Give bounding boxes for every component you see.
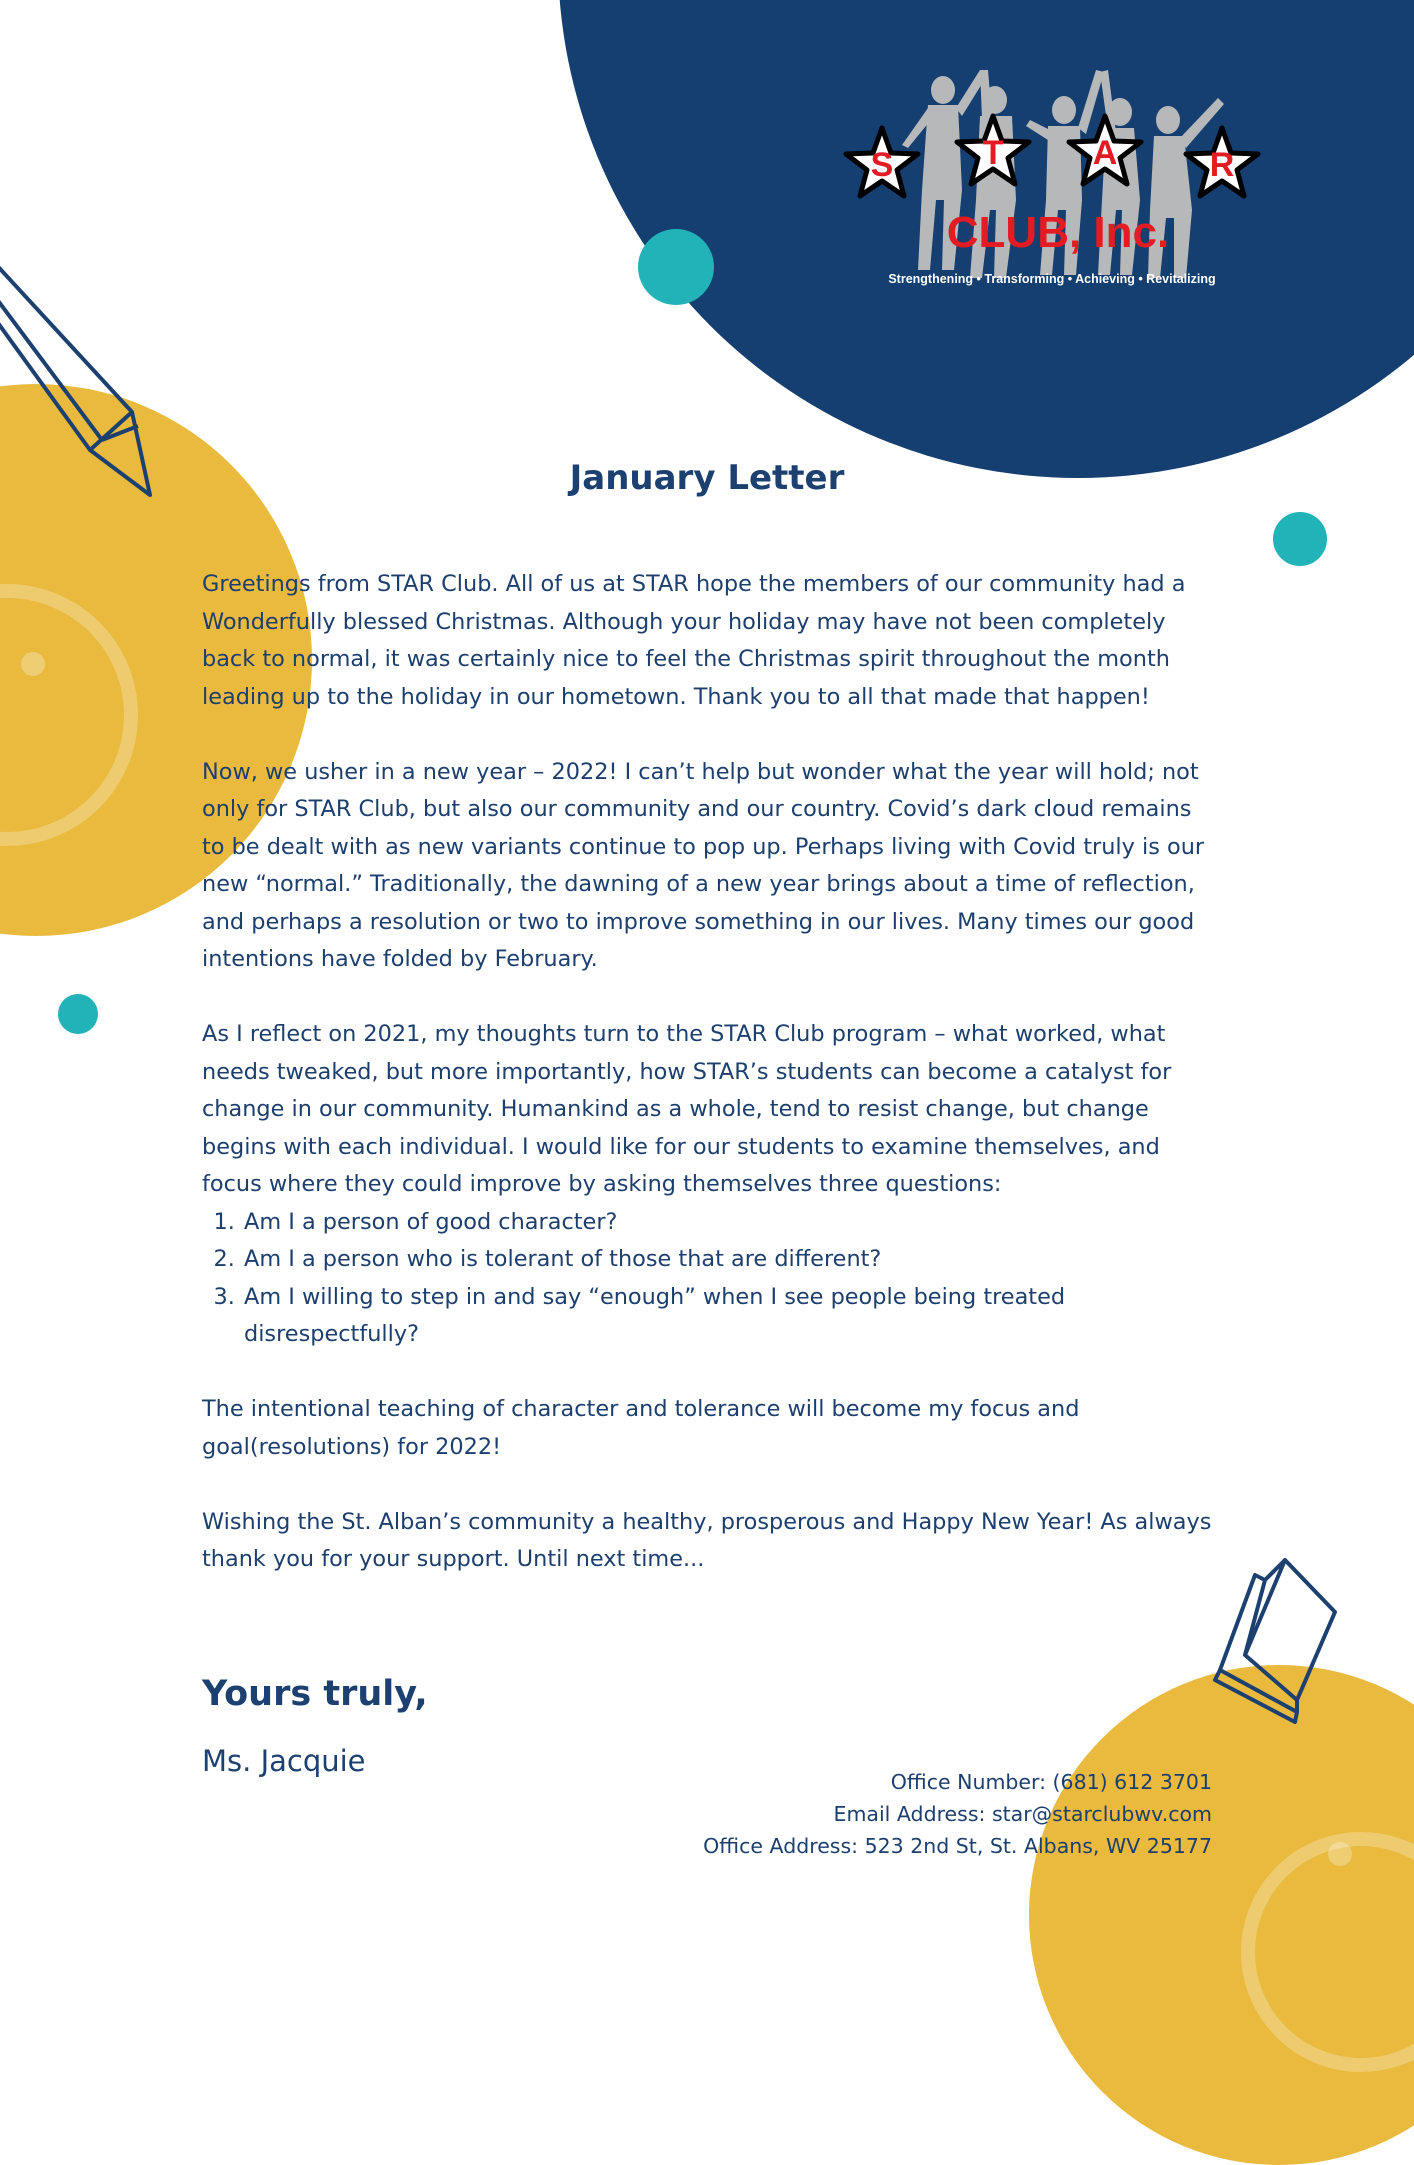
logo-letter: T (982, 134, 1004, 172)
smiley-eye-decoration (1328, 1842, 1352, 1866)
page-title: January Letter (569, 458, 845, 498)
smiley-eye-decoration (21, 652, 45, 676)
teal-dot-decoration (58, 994, 98, 1034)
logo-letter: A (1092, 134, 1118, 172)
list-item: 2. Am I a person who is tolerant of those that are different? (242, 1241, 1212, 1279)
contact-info (560, 1766, 1212, 1862)
paragraph: Wishing the St. Alban’s community a healthy, prosperous and Happy New Year! As always thank you for your support. Until next time... (202, 1508, 1212, 1572)
logo-name: CLUB, Inc. (946, 208, 1170, 257)
paragraph: The intentional teaching of character and tolerance will become my focus and goal(resolutions) for 2022! (202, 1396, 1080, 1460)
teal-dot-decoration (1273, 512, 1327, 566)
logo-tagline: Strengthening • Transforming • Achieving • Revitalizing (888, 272, 1216, 286)
logo-letter: S (870, 146, 894, 184)
signature: Ms. Jacquie (202, 1744, 366, 1778)
logo-letter: R (1209, 146, 1235, 184)
book-icon (1205, 1550, 1365, 1730)
paragraph: Greetings from STAR Club. All of us at STAR hope the members of our community had a Wonderfully blessed Christmas. Although your holiday may have not been completely back to normal, it was certainly nice to feel the Christmas spirit throughout the month leading up to the holiday in our hometown. Thank you to all that made that happen! (202, 571, 1186, 710)
questions-list (202, 1204, 1212, 1354)
star-club-logo (830, 50, 1290, 320)
paragraph: As I reflect on 2021, my thoughts turn to the STAR Club program – what worked, what needs tweaked, but more importantly, how STAR’s students can become a catalyst for change in our community. Humankind as a whole, tend to resist change, but change begins with each individual. I would like for our students to examine themselves, and focus where they could improve by asking themselves three questions: (202, 1021, 1172, 1197)
sign-off: Yours truly, (202, 1674, 428, 1714)
contact-address: Office Address: 523 2nd St, St. Albans, WV 25177 (703, 1834, 1212, 1858)
paragraph: Now, we usher in a new year – 2022! I can’t help but wonder what the year will hold; not only for STAR Club, but also our community and our country. Covid’s dark cloud remains to be dealt with as new variants continue to pop up. Perhaps living with Covid truly is our new “normal.” Traditionally, the dawning of a new year brings about a time of reflection, and perhaps a resolution or two to improve something in our lives. Many times our good intentions have folded by February. (202, 758, 1205, 972)
contact-phone: Office Number: (681) 612 3701 (890, 1770, 1212, 1794)
teal-dot-decoration (638, 229, 714, 305)
contact-email: Email Address: star@starclubwv.com (833, 1802, 1212, 1826)
list-item: 3. Am I willing to step in and say “enough” when I see people being treated disrespectfully? (242, 1279, 1212, 1354)
list-item: 1. Am I a person of good character? (242, 1204, 1212, 1242)
letter-body (202, 566, 1212, 1616)
